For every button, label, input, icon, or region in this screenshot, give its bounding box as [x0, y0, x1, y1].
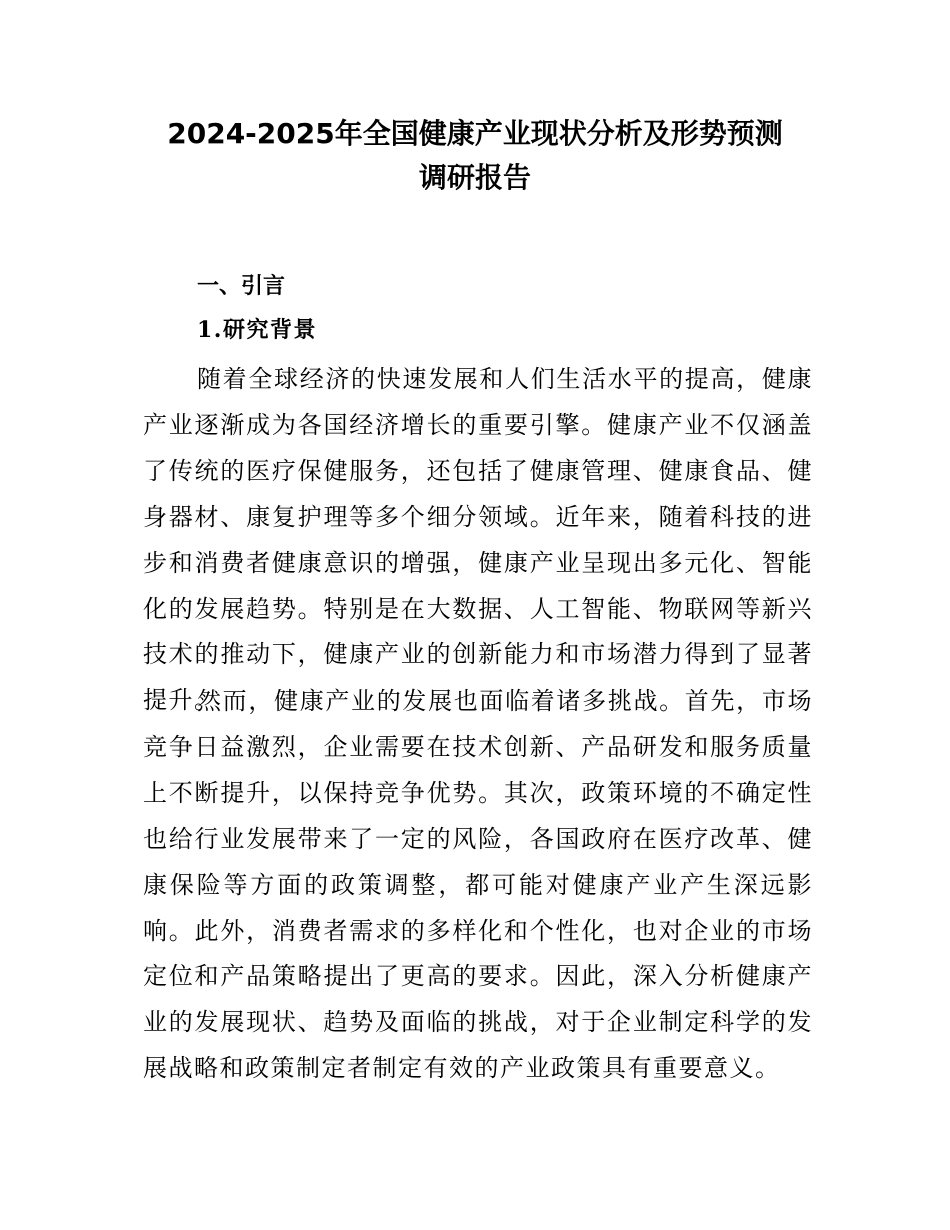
section-heading: 一、引言 — [197, 274, 286, 299]
title-line-2: 调研报告 — [418, 161, 531, 194]
subsection-heading: 1.研究背景 — [197, 317, 317, 343]
paragraph-1: 随着全球经济的快速发展和人们生活水平的提高，健康产业逐渐成为各国经济增长的重要引擎。健康产业不仅涵盖了传统的医疗保健服务，还包括了健康管理、健康食品、健身器材、康复护理等多个细分领域。近年来，随着科技的进步和消费者健康意识的增强，健康产业呈现出多元化、智能化的发展趋势。特别是在大数据、人工智能、物联网等新兴技术的推动下，健康产业的创新能力和市场潜力得到了显著提升。 — [143, 365, 813, 715]
paragraph-2: 然而，健康产业的发展也面临着诸多挑战。首先，市场竞争日益激烈，企业需要在技术创新、产品研发和服务质量上不断提升，以保持竞争优势。其次，政策环境的不确定性也给行业发展带来了一定的风险，各国政府在医疗改革、健康保险等方面的政策调整，都可能对健康产业产生深远影响。此外，消费者需求的多样化和个性化，也对企业的市场定位和产品策略提出了更高的要求。因此，深入分析健康产业的发展现状、趋势及面临的挑战，对于企业制定科学的发展战略和政策制定者制定有效的产业政策具有重要意义。 — [143, 687, 813, 1083]
title-line-1: 2024-2025年全国健康产业现状分析及形势预测 — [167, 117, 783, 150]
document-title — [120, 112, 830, 200]
